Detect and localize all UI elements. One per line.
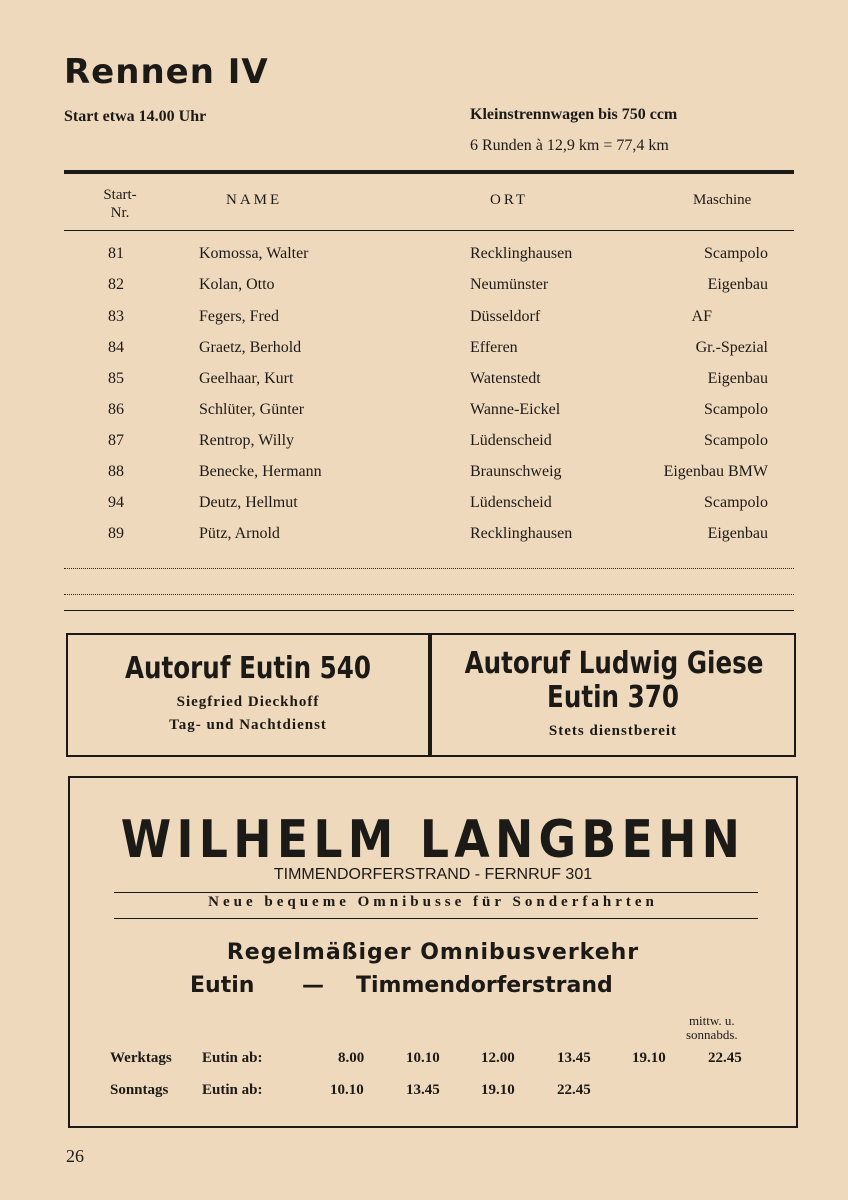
- langbehn-tagline: Neue bequeme Omnibusse für Sonderfahrten: [208, 894, 658, 910]
- langbehn-rule-top: [114, 892, 758, 893]
- ad-autoruf-eutin-headline: Autoruf Eutin 540: [124, 651, 372, 686]
- table-row: 82 Kolan, Otto Neumünster Eigenbau: [108, 276, 768, 293]
- table-row: 84 Graetz, Berhold Efferen Gr.-Spezial: [108, 339, 768, 356]
- column-header-name: NAME: [226, 192, 283, 208]
- ad-autoruf-eutin-service: Tag- und Nachtdienst: [169, 717, 327, 733]
- dotted-line: [64, 594, 794, 595]
- langbehn-company-name: WILHELM LANGBEHN: [120, 810, 746, 870]
- ad-autoruf-eutin-owner: Siegfried Dieckhoff: [176, 694, 320, 710]
- ad-autoruf-giese-service: Stets dienstbereit: [548, 723, 678, 739]
- table-row: 88 Benecke, Hermann Braunschweig Eigenbau BMW: [108, 463, 768, 480]
- langbehn-address: TIMMENDORFERSTRAND - FERNRUF 301: [273, 866, 593, 883]
- table-row: 87 Rentrop, Willy Lüdenscheid Scampolo: [108, 432, 768, 449]
- route-to: Timmendorferstrand: [356, 973, 613, 998]
- schedule-note: mittw. u. sonnabds.: [686, 1013, 738, 1042]
- table-row: 85 Geelhaar, Kurt Watenstedt Eigenbau: [108, 370, 768, 387]
- race-class: Kleinstrennwagen bis 750 ccm: [470, 106, 678, 123]
- table-row: 83 Fegers, Fred Düsseldorf AF: [108, 308, 712, 325]
- ad-autoruf-giese-headline-1: Autoruf Ludwig Giese: [464, 646, 764, 681]
- race-title: Rennen IV: [64, 52, 269, 92]
- race-laps: 6 Runden à 12,9 km = 77,4 km: [470, 137, 669, 154]
- route-from: Eutin: [190, 973, 255, 998]
- header-rule: [64, 170, 794, 174]
- column-header-maschine: Maschine: [693, 192, 752, 208]
- table-header-rule: [64, 230, 794, 231]
- column-header-ort: ORT: [490, 192, 529, 208]
- table-row: 81 Komossa, Walter Recklinghausen Scampolo: [108, 245, 768, 262]
- table-row: 94 Deutz, Hellmut Lüdenscheid Scampolo: [108, 494, 768, 511]
- ad-autoruf-giese: [430, 633, 796, 757]
- table-bottom-rule: [64, 610, 794, 611]
- dotted-line: [64, 568, 794, 569]
- schedule-title: Regelmäßiger Omnibusverkehr: [226, 940, 640, 965]
- table-row: 89 Pütz, Arnold Recklinghausen Eigenbau: [108, 525, 768, 542]
- column-header-nr: Start- Nr.: [103, 187, 137, 221]
- langbehn-rule-bottom: [114, 918, 758, 919]
- ad-autoruf-giese-headline-2: Eutin 370: [547, 680, 679, 715]
- table-row: 86 Schlüter, Günter Wanne-Eickel Scampolo: [108, 401, 768, 418]
- ad-autoruf-eutin: [66, 633, 430, 757]
- route-dash: —: [302, 973, 324, 998]
- start-time: Start etwa 14.00 Uhr: [64, 108, 207, 125]
- page-number: 26: [66, 1146, 84, 1166]
